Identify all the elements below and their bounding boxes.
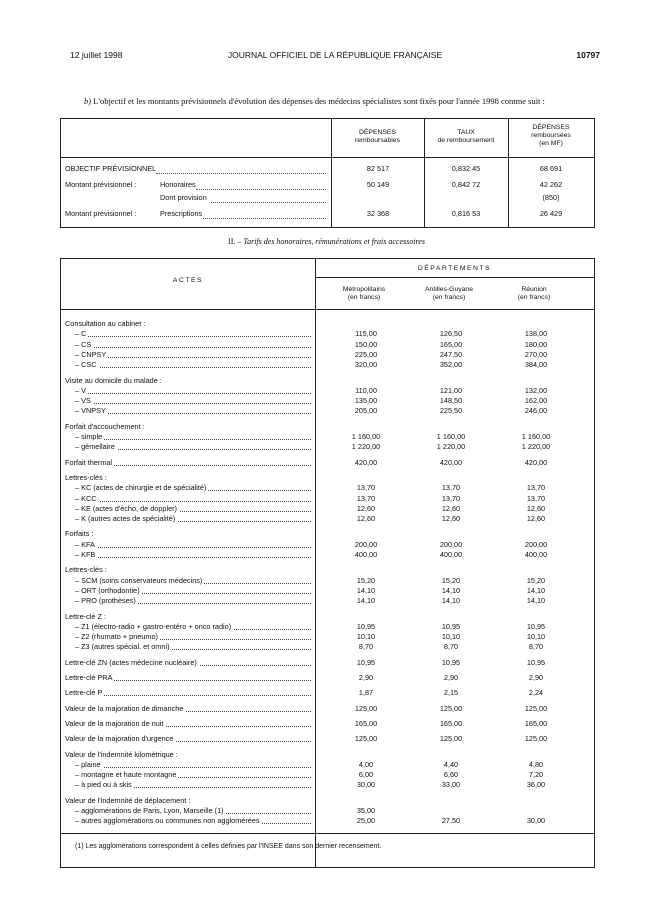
row-label: – KE (actes d'écho, de doppler) xyxy=(75,503,177,513)
cell-value: 400,00 xyxy=(524,550,548,559)
col-actes: ACTES xyxy=(172,277,204,284)
cell-value: 14,10 xyxy=(526,596,546,606)
cell-value: 1 160,00 xyxy=(351,432,381,441)
row-label: – KC (actes de chirurgie et de spécialité) xyxy=(75,483,207,493)
cell-value: 420,00 xyxy=(439,457,463,467)
cell-value: 352,00 xyxy=(439,360,463,370)
cell-value: 165,00 xyxy=(354,718,378,728)
row-label: – VS xyxy=(75,396,91,406)
cell-value: 13,70 xyxy=(441,483,461,493)
footnote: (1) Les agglomérations correspondent à celles définies par l'INSEE dans son dernier recensement. xyxy=(75,843,382,850)
leader-dots xyxy=(79,547,311,548)
row-label: – CS xyxy=(75,339,92,349)
cell-value: 2,24 xyxy=(528,688,544,698)
tariffs-table xyxy=(60,258,595,868)
row-label: – agglomérations de Paris, Lyon, Marseille (1) xyxy=(75,806,224,815)
row-label: – autres agglomérations ou communes non agglomérées xyxy=(75,816,260,826)
cell-value: 2,90 xyxy=(443,673,459,682)
row-label: – K (autres actes de spécialité) xyxy=(75,514,176,524)
table-row xyxy=(61,549,594,560)
header-title: JOURNAL OFFICIEL DE LA RÉPUBLIQUE FRANÇAISE xyxy=(227,50,443,60)
cell-value: 165,00 xyxy=(524,718,548,728)
cell-value: 162,00 xyxy=(524,396,548,406)
cell-value: 7,20 xyxy=(528,770,544,780)
cell-value: 10,95 xyxy=(526,657,546,667)
table-row xyxy=(61,733,594,744)
cell-value: 320,00 xyxy=(354,360,378,370)
header-date: 12 juillet 1998 xyxy=(70,50,123,60)
cell-value: 33,00 xyxy=(441,780,461,790)
cell-value: 14,10 xyxy=(526,585,546,595)
row-label: – montagne et haute montagne xyxy=(75,770,177,780)
leader-dots xyxy=(211,195,326,203)
cell-value: 12,60 xyxy=(526,514,546,524)
cell-value: 4,80 xyxy=(528,759,544,769)
footnote-divider xyxy=(61,833,594,834)
col-metropolitains: Métropolitains (en francs) xyxy=(342,286,386,301)
table-row xyxy=(61,687,594,698)
row-label: Lettre-clé ZN (actes médecine nucléaire) xyxy=(65,657,197,667)
row-label: Lettre-clé Z : xyxy=(65,611,106,621)
cell-value: 2,90 xyxy=(528,673,544,682)
cell-value: 8,70 xyxy=(358,642,374,652)
cell-value: 400,00 xyxy=(439,550,463,559)
cell-value: 68 691 xyxy=(539,164,563,173)
row-label: – C xyxy=(75,329,87,339)
cell-value: 14,10 xyxy=(441,596,461,606)
cell-value: 32 368 xyxy=(366,209,390,218)
cell-value: 0,832 45 xyxy=(451,164,481,173)
cell-value: 247,50 xyxy=(439,349,463,359)
table-row: OBJECTIF PRÉVISIONNEL xyxy=(65,164,157,173)
header-divider xyxy=(61,309,594,310)
table-row xyxy=(61,441,594,452)
leader-dots xyxy=(196,182,326,190)
cell-value: 14,10 xyxy=(356,596,376,606)
cell-value: 420,00 xyxy=(524,457,548,467)
row-label: Lettre-clé PRA xyxy=(65,673,113,682)
cell-value: 1,87 xyxy=(358,688,374,698)
row-label: – KFA xyxy=(75,539,95,549)
row-label: – KFB xyxy=(75,550,96,559)
row-label: Lettres-clés : xyxy=(65,565,107,575)
cell-value: 2,90 xyxy=(358,673,374,682)
table-row xyxy=(61,718,594,729)
table-row xyxy=(61,595,594,606)
cell-value: 12,60 xyxy=(356,503,376,513)
leader-dots xyxy=(79,413,311,414)
cell-value: 225,50 xyxy=(439,406,463,416)
cell-value: 200,00 xyxy=(439,539,463,549)
row-label: Valeur de l'indemnité de déplacement : xyxy=(65,795,191,805)
page-header xyxy=(70,50,600,64)
cell-value: 13,70 xyxy=(356,493,376,503)
row-label: – simple xyxy=(75,432,103,441)
col-departements: DÉPARTEMENTS xyxy=(417,265,492,272)
cell-value: 165,00 xyxy=(439,718,463,728)
cell-value: 15,20 xyxy=(441,575,461,585)
cell-value: 1 160,00 xyxy=(436,432,466,441)
leader-dots xyxy=(79,501,311,502)
cell-value: 26 429 xyxy=(539,209,563,218)
cell-value: 10,10 xyxy=(441,632,461,642)
row-label: Lettres-clés : xyxy=(65,472,107,482)
cell-value: 180,00 xyxy=(524,339,548,349)
cell-value: 30,00 xyxy=(356,780,376,790)
header-page-number: 10797 xyxy=(576,50,600,60)
cell-value: 126,50 xyxy=(439,329,463,339)
cell-value: 36,00 xyxy=(526,780,546,790)
row-label: – V xyxy=(75,385,86,395)
cell-value: 15,20 xyxy=(526,575,546,585)
row-label: – plaine xyxy=(75,759,101,769)
cell-value: 13,70 xyxy=(356,483,376,493)
cell-value: 400,00 xyxy=(354,550,378,559)
cell-value: 10,95 xyxy=(356,657,376,667)
table-row xyxy=(61,703,594,714)
cell-value: 110,00 xyxy=(355,385,377,395)
cell-value: 246,00 xyxy=(524,406,548,416)
cell-value: 12,60 xyxy=(441,503,461,513)
header-divider xyxy=(315,277,594,278)
leader-dots xyxy=(79,357,311,358)
cell-value: 10,10 xyxy=(356,632,376,642)
cell-value: 384,00 xyxy=(524,360,548,370)
row-label: Lettre-clé P xyxy=(65,688,103,698)
row-label: – PRO (prothèses) xyxy=(75,596,136,606)
cell-value: 1 220,00 xyxy=(436,442,466,452)
row-label: – CNPSY xyxy=(75,349,107,359)
cell-value: 25,00 xyxy=(356,816,376,826)
cell-value: 27,50 xyxy=(441,816,461,826)
cell-value: 132,00 xyxy=(524,385,548,395)
leader-dots xyxy=(79,557,311,558)
cell-value: 15,20 xyxy=(356,575,376,585)
cell-value: 125,00 xyxy=(439,734,463,744)
table-row xyxy=(61,359,594,370)
leader-dots xyxy=(79,393,311,394)
cell-value: 125,00 xyxy=(524,703,548,713)
row-label: Forfait d'accouchement : xyxy=(65,421,145,431)
table-row: Montant prévisionnel : Prescriptions xyxy=(65,209,203,218)
row-label: – CSC xyxy=(75,360,97,370)
cell-value: 10,95 xyxy=(441,621,461,631)
leader-dots xyxy=(203,211,326,219)
cell-value: 35,00 xyxy=(356,806,376,815)
table-row xyxy=(61,405,594,416)
col-depenses-remboursables: DÉPENSES remboursables xyxy=(355,129,400,144)
leader-dots xyxy=(79,439,311,440)
table-row xyxy=(61,779,594,790)
leader-dots xyxy=(79,403,311,404)
table-row xyxy=(61,513,594,524)
table-row: Montant prévisionnel : Honoraires xyxy=(65,180,196,189)
table-row xyxy=(61,815,594,826)
row-label: Forfait thermal xyxy=(65,457,113,467)
row-label: – VNPSY xyxy=(75,406,106,416)
cell-value: 42 262 xyxy=(539,180,563,189)
cell-value: 82 517 xyxy=(366,164,390,173)
cell-value: 13,70 xyxy=(441,493,461,503)
col-antilles-guyane: Antilles-Guyane (en francs) xyxy=(425,286,473,301)
intro-text: L'objectif et les montants prévisionnels d'évolution des dépenses des médecins spécialistes sont fixés pour l'année 1998 comme suit : xyxy=(91,96,545,106)
cell-value: 200,00 xyxy=(524,539,548,549)
row-label: Valeur de l'indemnité kilométrique : xyxy=(65,749,178,759)
cell-value: 148,50 xyxy=(439,396,463,406)
intro-paragraph xyxy=(84,96,604,106)
row-label: – SCM (soins conservateurs médecins) xyxy=(75,575,203,585)
cell-value: 165,00 xyxy=(439,339,463,349)
cell-value: 205,00 xyxy=(354,406,378,416)
cell-value: 13,70 xyxy=(526,483,546,493)
col-taux: TAUX de remboursement xyxy=(437,129,495,144)
cell-value: 270,00 xyxy=(524,349,548,359)
cell-value: 125,00 xyxy=(354,703,378,713)
cell-value: 125,00 xyxy=(354,734,378,744)
cell-value: 420,00 xyxy=(354,457,378,467)
col-depenses-remboursees: DÉPENSES remboursées (en MF) xyxy=(531,124,571,147)
cell-value: 2,15 xyxy=(443,688,459,698)
cell-value: 14,10 xyxy=(441,585,461,595)
cell-value: 121,00 xyxy=(439,385,463,395)
leader-dots xyxy=(79,336,311,337)
table-row xyxy=(61,657,594,668)
leader-dots xyxy=(79,367,311,368)
cell-value: 8,70 xyxy=(443,642,459,652)
objectives-table: DÉPENSES remboursables TAUX de remboursement DÉPENSES remboursées (en MF) OBJECTIF PRÉVISIONNEL 82 517 0,832 45 68 691 Montant prévisionnel : Honoraires 50 149 0,842 72 42 262 Dont provision (850) Montant prévisionnel : Prescriptions 32 368 0,816 53 26 429 xyxy=(60,118,595,228)
cell-value: 10,95 xyxy=(526,621,546,631)
row-label: Valeur de la majoration de nuit xyxy=(65,718,164,728)
row-label: – ORT (orthodontie) xyxy=(75,585,140,595)
table-row xyxy=(61,457,594,468)
cell-value: 8,70 xyxy=(528,642,544,652)
row-label: – Z3 (autres spécial. et omni) xyxy=(75,642,170,652)
cell-value: 4,40 xyxy=(443,759,459,769)
leader-dots xyxy=(69,695,311,696)
row-label: – Z1 (électro-radio + gastro-entéro + onco radio) xyxy=(75,621,232,631)
cell-value: 125,00 xyxy=(439,703,463,713)
cell-value: 6,00 xyxy=(358,770,374,780)
cell-value: 13,70 xyxy=(526,493,546,503)
cell-value: 30,00 xyxy=(526,816,546,826)
cell-value: (850) xyxy=(542,193,560,202)
leader-dots xyxy=(156,166,326,174)
cell-value: 125,00 xyxy=(524,734,548,744)
col-reunion: Réunion (en francs) xyxy=(517,286,551,301)
cell-value: 6,60 xyxy=(443,770,459,780)
table-row xyxy=(61,672,594,683)
cell-value: 4,00 xyxy=(358,759,374,769)
cell-value: 0,816 53 xyxy=(451,209,481,218)
cell-value: 12,60 xyxy=(526,503,546,513)
cell-value: 50 149 xyxy=(366,180,390,189)
row-label: – à pied ou à skis xyxy=(75,780,132,790)
cell-value: 10,95 xyxy=(356,621,376,631)
table-row xyxy=(61,641,594,652)
cell-value: 1 160,00 xyxy=(521,432,551,441)
row-label: – KCC xyxy=(75,493,97,503)
row-label: Visite au domicile du malade : xyxy=(65,375,162,385)
leader-dots xyxy=(79,767,311,768)
row-label: Forfaits : xyxy=(65,529,94,539)
cell-value: 10,95 xyxy=(441,657,461,667)
cell-value: 0,842 72 xyxy=(451,180,481,189)
row-label: – gémellaire xyxy=(75,442,115,452)
intro-marker: b) xyxy=(84,96,92,106)
cell-value: 138,00 xyxy=(524,329,548,339)
cell-value: 135,00 xyxy=(354,396,378,406)
leader-dots xyxy=(79,347,311,348)
cell-value: 200,00 xyxy=(354,539,378,549)
cell-value: 12,60 xyxy=(356,514,376,524)
cell-value: 10,10 xyxy=(526,632,546,642)
row-label: Valeur de la majoration de dimanche xyxy=(65,703,184,713)
cell-value: 115,00 xyxy=(355,329,377,339)
cell-value: 150,00 xyxy=(354,339,378,349)
cell-value: 12,60 xyxy=(441,514,461,524)
cell-value: 225,00 xyxy=(354,349,378,359)
cell-value: 14,10 xyxy=(356,585,376,595)
cell-value: 1 220,00 xyxy=(521,442,551,452)
row-label: Consultation au cabinet : xyxy=(65,319,146,328)
row-label: – Z2 (rhumato + pneumo) xyxy=(75,632,158,642)
row-label: Valeur de la majoration d'urgence xyxy=(65,734,174,744)
section-title: II. – Tarifs des honoraires, rémunérations et frais accessoires xyxy=(228,237,425,246)
cell-value: 1 220,00 xyxy=(351,442,381,452)
